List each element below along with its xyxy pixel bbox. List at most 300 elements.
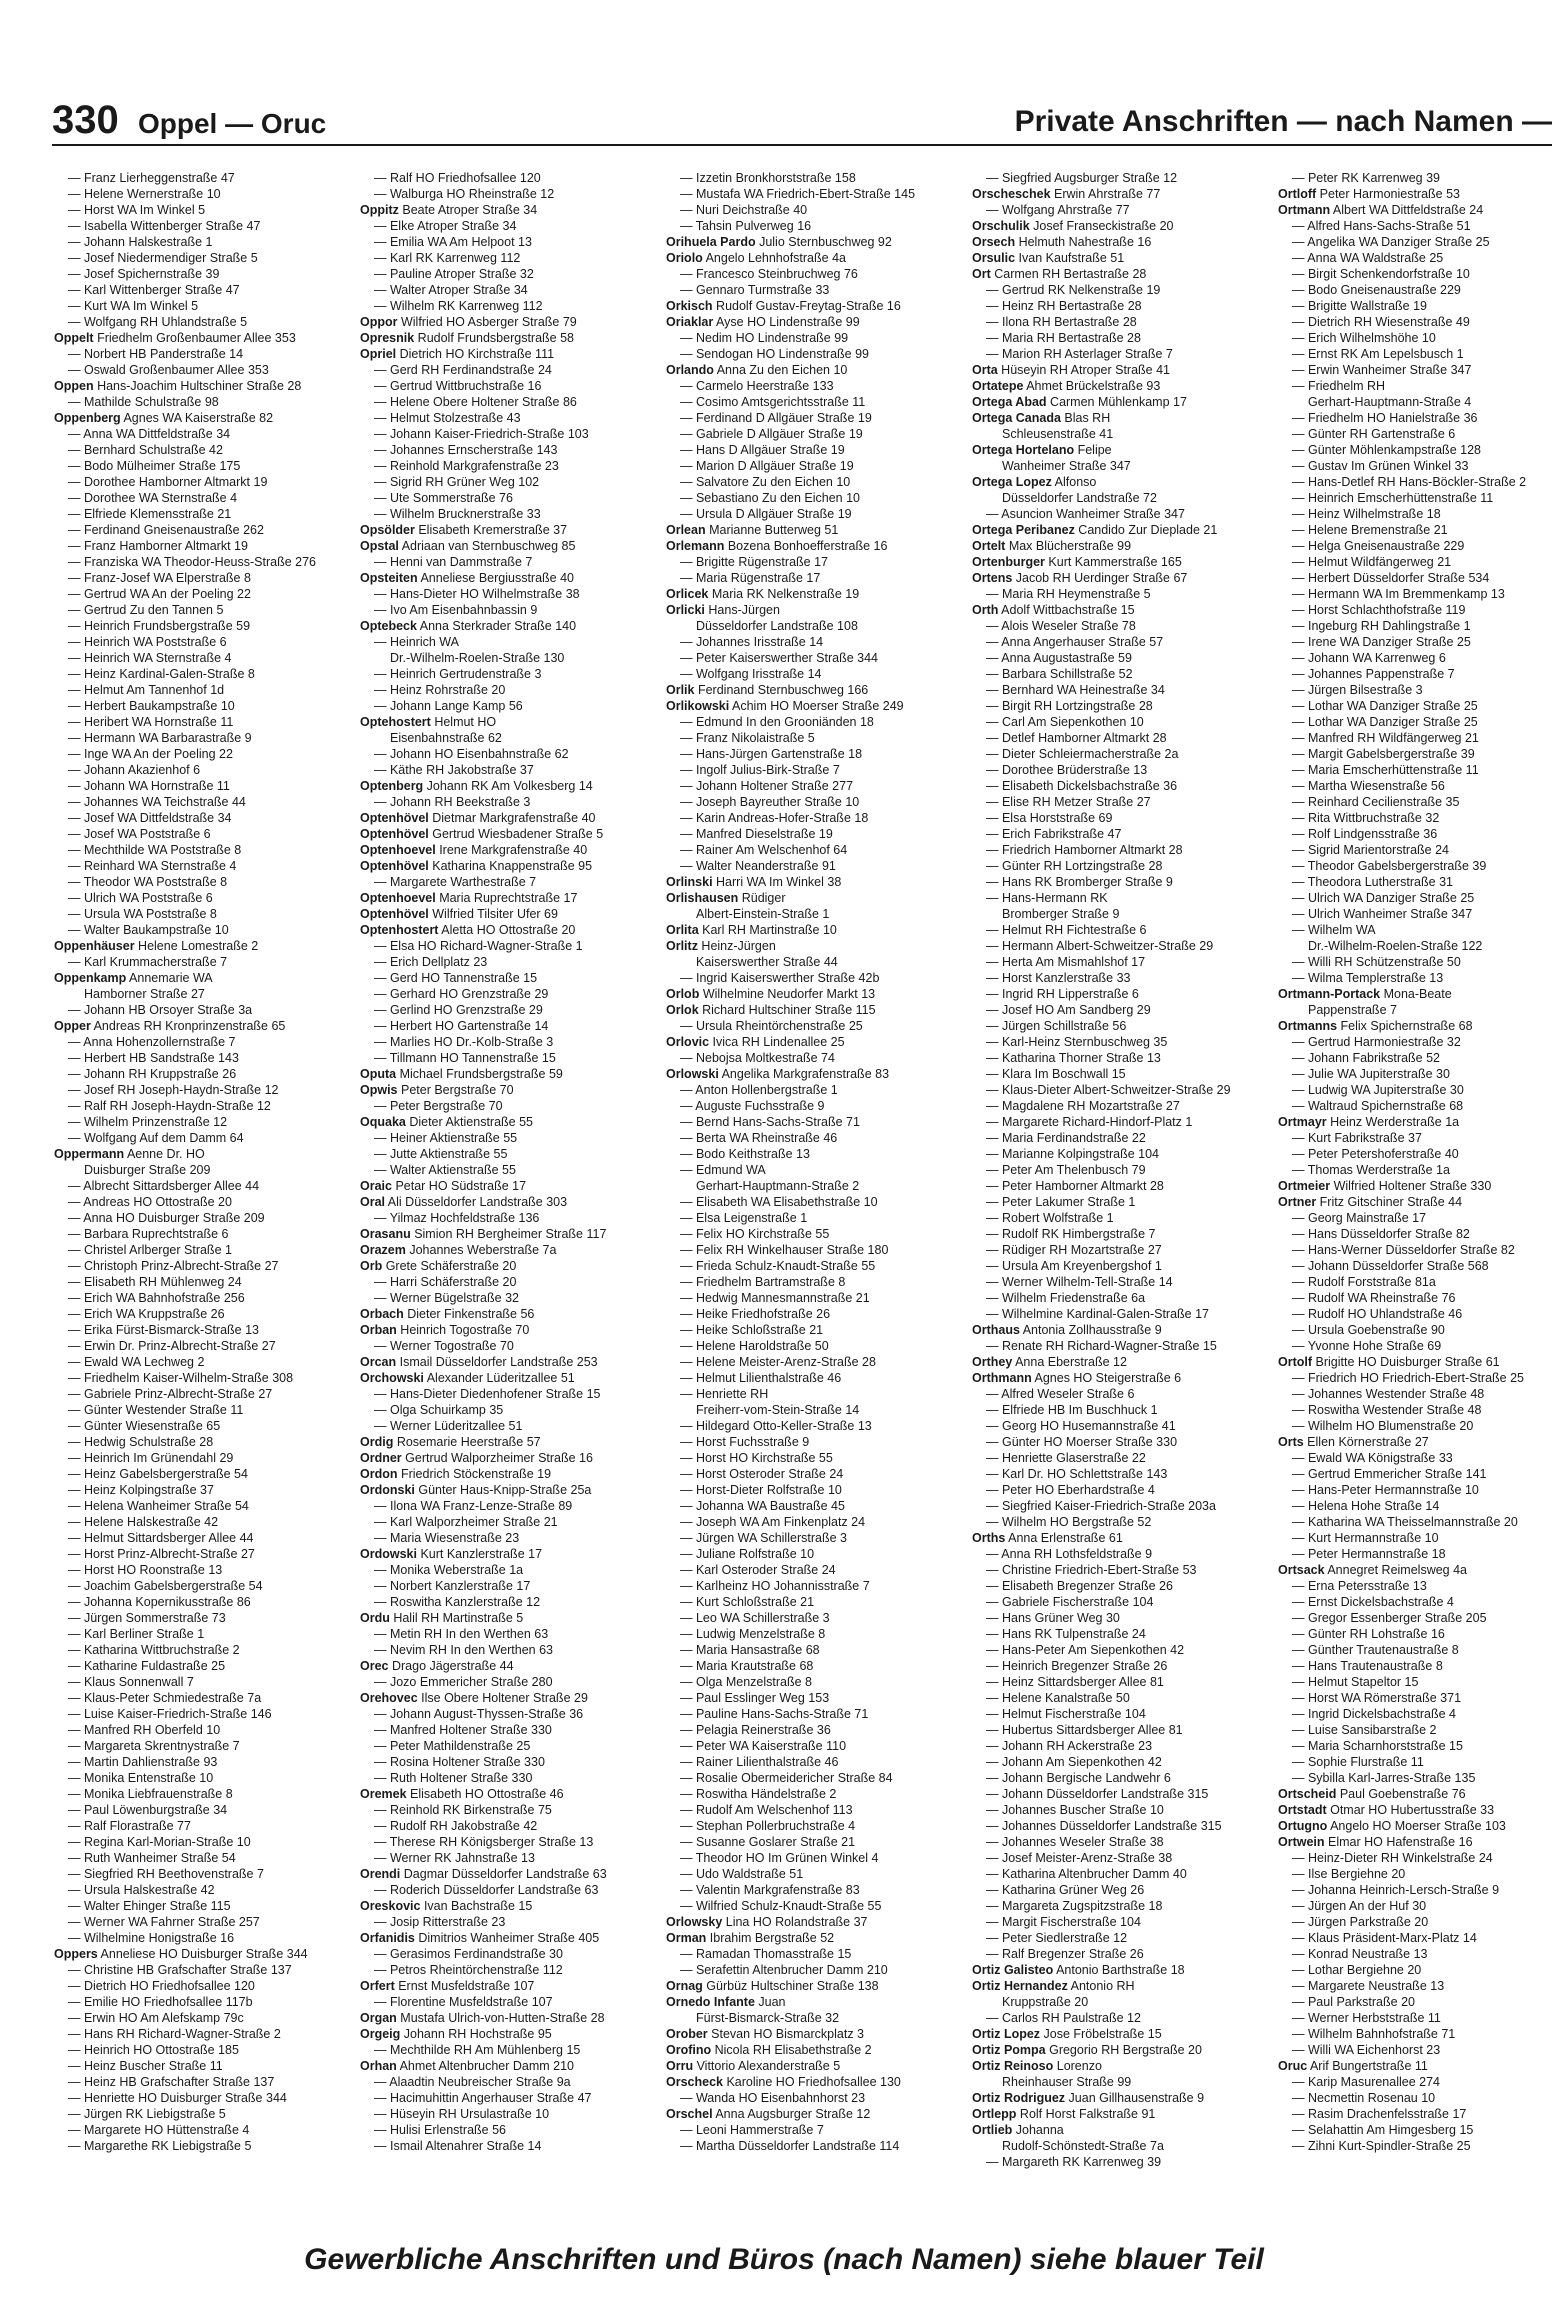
directory-entry: — Felix HO Kirchstraße 55 [680,1227,830,1241]
directory-entry: — Maria RH Heymenstraße 5 [986,587,1151,601]
directory-entry: Düsseldorfer Landstraße 108 [696,619,858,633]
directory-entry: Ortiz Hernandez Antonio RH [972,1979,1135,1993]
directory-entry: Orihuela Pardo Julio Sternbuschweg 92 [666,235,892,249]
directory-entry: — Johann Düsseldorfer Landstraße 315 [986,1787,1209,1801]
directory-entry: — Gennaro Turmstraße 33 [680,283,830,297]
directory-entry: — Edmund In den Grooniänden 18 [680,715,874,729]
directory-entry: — Regina Karl-Morian-Straße 10 [68,1835,251,1849]
directory-entry: — Isabella Wittenberger Straße 47 [68,219,261,233]
directory-entry: — Josef WA Poststraße 6 [68,827,211,841]
directory-entry: — Johannes WA Teichstraße 44 [68,795,246,809]
directory-entry: — Gerasimos Ferdinandstraße 30 [374,1947,563,1961]
directory-entry: — Gerlind HO Grenzstraße 29 [374,1003,543,1017]
directory-entry: — Irene WA Danziger Straße 25 [1292,635,1471,649]
directory-entry: Orlicki Hans-Jürgen [666,603,780,617]
directory-entry: — Werner Togostraße 70 [374,1339,514,1353]
directory-entry: — Johann Lange Kamp 56 [374,699,523,713]
directory-entry: — Hermann WA Barbarastraße 9 [68,731,252,745]
directory-column-3 [666,170,966,2198]
directory-entry: — Helena Wanheimer Straße 54 [68,1499,249,1513]
directory-entry: — Dieter Schleiermacherstraße 2a [986,747,1179,761]
directory-entry: Orec Drago Jägerstraße 44 [360,1659,514,1673]
directory-column-4 [972,170,1272,2198]
directory-entry: — Heinz Wilhelmstraße 18 [1292,507,1441,521]
directory-entry: — Willi WA Eichenhorst 23 [1292,2043,1441,2057]
directory-entry: Optenberg Johann RK Am Volkesberg 14 [360,779,593,793]
directory-entry: — Bernhard WA Heinestraße 34 [986,683,1165,697]
directory-entry: Oputa Michael Frundsbergstraße 59 [360,1067,563,1081]
directory-entry: — Hedwig Schulstraße 28 [68,1435,214,1449]
directory-entry: — Horst-Dieter Rolfstraße 10 [680,1483,842,1497]
directory-entry: — Wolfgang RH Uhlandstraße 5 [68,315,248,329]
directory-entry: — Juliane Rolfstraße 10 [680,1547,815,1561]
directory-entry: — Rudolf RK Himbergstraße 7 [986,1227,1156,1241]
directory-entry: — Katharina WA Theisselmannstraße 20 [1292,1515,1518,1529]
directory-entry: — Barbara Ruprechtstraße 6 [68,1227,229,1241]
directory-entry: Opper Andreas RH Kronprinzenstraße 65 [54,1019,286,1033]
directory-entry: — Margarete HO Hüttenstraße 4 [68,2123,250,2137]
directory-entry: — Tahsin Pulverweg 16 [680,219,812,233]
directory-entry: — Margit Gabelsbergerstraße 39 [1292,747,1475,761]
directory-entry: — Gabriele D Allgäuer Straße 19 [680,427,863,441]
directory-entry: — Nedim HO Lindenstraße 99 [680,331,849,345]
directory-entry: — Roswitha Händelstraße 2 [680,1787,837,1801]
directory-entry: Oral Ali Düsseldorfer Landstraße 303 [360,1195,568,1209]
directory-entry: — Ilse Bergiehne 20 [1292,1867,1406,1881]
directory-entry: — Peter WA Kaiserstraße 110 [680,1739,847,1753]
directory-entry: — Auguste Fuchsstraße 9 [680,1099,825,1113]
directory-entry: — Ralf RH Joseph-Haydn-Straße 12 [68,1099,271,1113]
directory-entry: — Margarete Neustraße 13 [1292,1979,1445,1993]
directory-entry: — Erich WA Bahnhofstraße 256 [68,1291,245,1305]
directory-entry: — Zihni Kurt-Spindler-Straße 25 [1292,2139,1471,2153]
directory-entry: — Elisabeth Dickelsbachstraße 36 [986,779,1178,793]
directory-entry: — Monika Weberstraße 1a [374,1563,524,1577]
directory-entry: — Franz Nikolaistraße 5 [680,731,815,745]
directory-entry: — Peter Petershoferstraße 40 [1292,1147,1459,1161]
directory-entry: — Johann Kaiser-Friedrich-Straße 103 [374,427,589,441]
directory-entry: — Johann WA Hornstraße 11 [68,779,230,793]
directory-entry: Ortega Abad Carmen Mühlenkamp 17 [972,395,1187,409]
directory-entry: — Heinz-Dieter RH Winkelstraße 24 [1292,1851,1493,1865]
directory-entry: Oraic Petar HO Südstraße 17 [360,1179,527,1193]
directory-entry: — Heike Friedhofstraße 26 [680,1307,831,1321]
directory-entry: — Ilona WA Franz-Lenze-Straße 89 [374,1499,573,1513]
directory-entry: — Johannes Westender Straße 48 [1292,1387,1485,1401]
directory-entry: Dr.-Wilhelm-Roelen-Straße 122 [1308,939,1483,953]
directory-entry: Optenhövel Dietmar Markgrafenstraße 40 [360,811,596,825]
directory-entry: Oquaka Dieter Aktienstraße 55 [360,1115,534,1129]
directory-entry: — Katharina Wittbruchstraße 2 [68,1643,240,1657]
directory-entry: — Hans RH Richard-Wagner-Straße 2 [68,2027,281,2041]
directory-entry: — Margareta Zugspitzstraße 18 [986,1899,1163,1913]
directory-entry: — Helene Kanalstraße 50 [986,1691,1130,1705]
directory-entry: — Theodor Gabelsbergerstraße 39 [1292,859,1487,873]
directory-entry: Orlitz Heinz-Jürgen [666,939,776,953]
directory-entry: — Hans-Dieter Diedenhofener Straße 15 [374,1387,601,1401]
directory-entry: — Johanna WA Baustraße 45 [680,1499,845,1513]
directory-entry: Albert-Einstein-Straße 1 [696,907,830,921]
directory-entry: — Joseph Bayreuther Straße 10 [680,795,860,809]
directory-entry: — Manfred RH Oberfeld 10 [68,1723,221,1737]
directory-entry: — Johann Düsseldorfer Straße 568 [1292,1259,1489,1273]
directory-entry: Ortenburger Kurt Kammerstraße 165 [972,555,1182,569]
directory-entry: Oppelt Friedhelm Großenbaumer Allee 353 [54,331,296,345]
directory-entry: — Walter Atroper Straße 34 [374,283,528,297]
directory-entry: — Helene Halskestraße 42 [68,1515,219,1529]
directory-entry: Oppen Hans-Joachim Hultschiner Straße 28 [54,379,302,393]
directory-entry: — Marion D Allgäuer Straße 19 [680,459,854,473]
directory-entry: — Gerd HO Tannenstraße 15 [374,971,538,985]
directory-entry: — Friedhelm Bartramstraße 8 [680,1275,846,1289]
directory-entry: — Karl Berliner Straße 1 [68,1627,205,1641]
directory-entry: Orsech Helmuth Nahestraße 16 [972,235,1152,249]
directory-entry: — Kurt Fabrikstraße 37 [1292,1131,1422,1145]
directory-entry: — Peter Siedlerstraße 12 [986,1931,1128,1945]
header-rule [52,144,1552,146]
directory-entry: — Brigitte Wallstraße 19 [1292,299,1427,313]
directory-entry: — Sebastiano Zu den Eichen 10 [680,491,860,505]
directory-entry: — Serafettin Altenbrucher Damm 210 [680,1963,888,1977]
directory-entry: — Angelika WA Danziger Straße 25 [1292,235,1490,249]
directory-entry: — Horst Osteroder Straße 24 [680,1467,844,1481]
directory-entry: — Leoni Hammerstraße 7 [680,2123,824,2137]
directory-entry: — Ingolf Julius-Birk-Straße 7 [680,763,840,777]
directory-entry: — Frieda Schulz-Knaudt-Straße 55 [680,1259,876,1273]
directory-entry: — Siegfried Kaiser-Friedrich-Straße 203a [986,1499,1216,1513]
directory-entry: — Elisabeth RH Mühlenweg 24 [68,1275,242,1289]
directory-entry: Duisburger Straße 209 [84,1163,211,1177]
directory-entry: — Gertrud Wittbruchstraße 16 [374,379,542,393]
directory-entry: — Franziska WA Theodor-Heuss-Straße 276 [68,555,317,569]
directory-entry: Ordu Halil RH Martinstraße 5 [360,1611,524,1625]
directory-entry: — Selahattin Am Himgesberg 15 [1292,2123,1474,2137]
directory-entry: — Herta Am Mismahlshof 17 [986,955,1146,969]
directory-entry: — Friedrich Hamborner Altmarkt 28 [986,843,1183,857]
directory-entry: — Udo Waldstraße 51 [680,1867,804,1881]
directory-entry: Oppers Anneliese HO Duisburger Straße 344 [54,1947,308,1961]
directory-entry: — Johann Akazienhof 6 [68,763,201,777]
directory-entry: — Reinhard WA Sternstraße 4 [68,859,237,873]
directory-entry: Orlishausen Rüdiger [666,891,786,905]
directory-entry: — Kurt WA Im Winkel 5 [68,299,199,313]
directory-entry: — Hans RK Tulpenstraße 24 [986,1627,1146,1641]
directory-entry: — Wilhelm Bahnhofstraße 71 [1292,2027,1456,2041]
directory-entry: — Rasim Drachenfelsstraße 17 [1292,2107,1467,2121]
directory-entry: — Manfred RH Wildfängerweg 21 [1292,731,1479,745]
directory-entry: — Christel Arlberger Straße 1 [68,1243,232,1257]
directory-entry: — Peter HO Eberhardstraße 4 [986,1483,1155,1497]
directory-entry: — Wilhelmine Kardinal-Galen-Straße 17 [986,1307,1210,1321]
directory-entry: — Reinhard Cecilienstraße 35 [1292,795,1460,809]
directory-entry: Ortega Hortelano Felipe [972,443,1112,457]
directory-entry: Ortiz Rodriguez Juan Gillhausenstraße 9 [972,2091,1205,2105]
directory-entry: — Jürgen Bilsestraße 3 [1292,683,1423,697]
directory-entry: — Waltraud Spichernstraße 68 [1292,1099,1464,1113]
directory-entry: Orlita Karl RH Martinstraße 10 [666,923,837,937]
directory-entry: — Klara Im Boschwall 15 [986,1067,1126,1081]
directory-entry: — Werner RK Jahnstraße 13 [374,1851,535,1865]
directory-entry: — Rudolf Am Welschenhof 113 [680,1803,853,1817]
directory-entry: — Horst WA Römerstraße 371 [1292,1691,1462,1705]
directory-entry: — Julie WA Jupiterstraße 30 [1292,1067,1450,1081]
directory-entry: Optenhoevel Maria Ruprechtstraße 17 [360,891,578,905]
directory-entry: Oriaklar Ayse HO Lindenstraße 99 [666,315,860,329]
directory-entry: — Erich Dellplatz 23 [374,955,488,969]
directory-entry: — Ernst Dickelsbachstraße 4 [1292,1595,1454,1609]
directory-entry: Ortlepp Rolf Horst Falkstraße 91 [972,2107,1156,2121]
directory-entry: — Horst Schlachthofstraße 119 [1292,603,1466,617]
directory-entry: — Ursula Rheintörchenstraße 25 [680,1019,863,1033]
directory-entry: Opstal Adriaan van Sternbuschweg 85 [360,539,576,553]
directory-entry: — Reinhold Markgrafenstraße 23 [374,459,559,473]
directory-entry: — Helmut Wildfängerweg 21 [1292,555,1452,569]
directory-entry: Optehostert Helmut HO [360,715,497,729]
directory-entry: Ortmayr Heinz Werderstraße 1a [1278,1115,1460,1129]
directory-entry: — Anna HO Duisburger Straße 209 [68,1211,265,1225]
directory-entry: — Erich WA Kruppstraße 26 [68,1307,225,1321]
directory-entry: Kaiserswerther Straße 44 [696,955,838,969]
directory-entry: — Wilhelm HO Bergstraße 52 [986,1515,1152,1529]
directory-entry: — Martha Düsseldorfer Landstraße 114 [680,2139,900,2153]
directory-entry: — Erna Petersstraße 13 [1292,1579,1427,1593]
directory-entry: Ortiz Lopez Jose Fröbelstraße 15 [972,2027,1162,2041]
directory-entry: — Bodo Mülheimer Straße 175 [68,459,241,473]
directory-entry: — Josip Ritterstraße 23 [374,1915,506,1929]
directory-entry: — Carmelo Heerstraße 133 [680,379,834,393]
directory-entry: Orman Ibrahim Bergstraße 52 [666,1931,835,1945]
directory-entry: — Johann RH Beekstraße 3 [374,795,531,809]
directory-entry: — Helene Obere Holtener Straße 86 [374,395,577,409]
directory-entry: — Wilhelm WA [1292,923,1376,937]
directory-entry: Oppenhäuser Helene Lomestraße 2 [54,939,259,953]
directory-entry: — Oswald Großenbaumer Allee 353 [68,363,269,377]
directory-entry: — Gertrud RK Nelkenstraße 19 [986,283,1161,297]
directory-entry: — Josef Niedermendiger Straße 5 [68,251,258,265]
directory-entry: — Gertrud Zu den Tannen 5 [68,603,224,617]
directory-entry: Ortens Jacob RH Uerdinger Straße 67 [972,571,1188,585]
directory-entry: Orlemann Bozena Bonhoefferstraße 16 [666,539,888,553]
directory-entry: — Heinrich HO Ottostraße 185 [68,2043,239,2057]
directory-entry: — Peter Mathildenstraße 25 [374,1739,531,1753]
directory-entry: — Anna WA Dittfeldstraße 34 [68,427,231,441]
directory-entry: Gerhart-Hauptmann-Straße 2 [696,1179,860,1193]
directory-entry: — Johann Bergische Landwehr 6 [986,1771,1171,1785]
directory-entry: — Ulrich Wanheimer Straße 347 [1292,907,1473,921]
directory-entry: — Gertrud WA An der Poeling 22 [68,587,251,601]
directory-entry: — Johannes Pappenstraße 7 [1292,667,1455,681]
directory-entry: — Heike Schloßstraße 21 [680,1323,824,1337]
directory-entry: Ortmann Albert WA Dittfeldstraße 24 [1278,203,1484,217]
directory-entry: — Joseph WA Am Finkenplatz 24 [680,1515,866,1529]
directory-entry: Orschulik Josef Franseckistraße 20 [972,219,1174,233]
directory-entry: — Gustav Im Grünen Winkel 33 [1292,459,1469,473]
directory-entry: — Barbara Schillstraße 52 [986,667,1133,681]
directory-entry: — Jürgen WA Schillerstraße 3 [680,1531,847,1545]
directory-entry: Ortelt Max Blücherstraße 99 [972,539,1132,553]
directory-entry: — Luise Kaiser-Friedrich-Straße 146 [68,1707,272,1721]
directory-entry: — Sigrid Marientorstraße 24 [1292,843,1450,857]
directory-entry: — Käthe RH Jakobstraße 37 [374,763,534,777]
directory-entry: Orru Vittorio Alexanderstraße 5 [666,2059,841,2073]
directory-entry: — Dorothee Brüderstraße 13 [986,763,1148,777]
directory-entry: — Elke Atroper Straße 34 [374,219,517,233]
directory-entry: — Ludwig WA Jupiterstraße 30 [1292,1083,1464,1097]
directory-entry: — Heinrich WA Poststraße 6 [68,635,227,649]
directory-entry: Ortlieb Johanna [972,2123,1064,2137]
directory-entry: — Helene Wernerstraße 10 [68,187,221,201]
directory-entry: — Werner Lüderitzallee 51 [374,1419,523,1433]
directory-entry: — Alfred Hans-Sachs-Straße 51 [1292,219,1471,233]
directory-entry: Optenhostert Aletta HO Ottostraße 20 [360,923,576,937]
directory-entry: — Margarethe RK Liebigstraße 5 [68,2139,252,2153]
directory-entry: — Ruth Holtener Straße 330 [374,1771,533,1785]
directory-entry: Orbach Dieter Finkenstraße 56 [360,1307,535,1321]
directory-entry: Oppenkamp Annemarie WA [54,971,213,985]
directory-entry: Orlikowski Achim HO Moerser Straße 249 [666,699,904,713]
directory-entry: — Olga Menzelstraße 8 [680,1675,812,1689]
directory-entry: — Sybilla Karl-Jarres-Straße 135 [1292,1771,1476,1785]
directory-entry: Oppenberg Agnes WA Kaiserstraße 82 [54,411,274,425]
directory-entry: — Helmut Lilienthalstraße 46 [680,1371,842,1385]
directory-entry: — Friedrich HO Friedrich-Ebert-Straße 25 [1292,1371,1525,1385]
directory-entry: — Stephan Pollerbruchstraße 4 [680,1819,856,1833]
directory-column-2 [360,170,660,2198]
directory-entry: — Elfriede HB Im Buschhuck 1 [986,1403,1158,1417]
directory-entry: — Walter Ehinger Straße 115 [68,1899,231,1913]
directory-entry: Orober Stevan HO Bismarckplatz 3 [666,2027,864,2041]
directory-entry: Orcan Ismail Düsseldorfer Landstraße 253 [360,1355,598,1369]
directory-entry: Orlob Wilhelmine Neudorfer Markt 13 [666,987,876,1001]
directory-column-1 [54,170,354,2198]
directory-entry: Orehovec Ilse Obere Holtener Straße 29 [360,1691,588,1705]
directory-entry: — Josef HO Am Sandberg 29 [986,1003,1151,1017]
directory-entry: — Ernst RK Am Lepelsbusch 1 [1292,347,1464,361]
directory-entry: — Elfriede Klemensstraße 21 [68,507,232,521]
directory-entry: — Wolfgang Ahrstraße 77 [986,203,1130,217]
directory-entry: Oriolo Angelo Lehnhofstraße 4a [666,251,846,265]
directory-entry: Orths Anna Erlenstraße 61 [972,1531,1123,1545]
directory-entry: Ortmann-Portack Mona-Beate [1278,987,1452,1001]
directory-entry: — Bodo Keithstraße 13 [680,1147,810,1161]
directory-entry: — Helmut Stapeltor 15 [1292,1675,1419,1689]
directory-entry: — Peter Hamborner Altmarkt 28 [986,1179,1164,1193]
directory-entry: — Friedhelm Kaiser-Wilhelm-Straße 308 [68,1371,294,1385]
directory-entry: Orlok Richard Hultschiner Straße 115 [666,1003,876,1017]
directory-entry: — Rolf Lindgensstraße 36 [1292,827,1438,841]
directory-entry: — Wilhelm Brucknerstraße 33 [374,507,541,521]
directory-entry: — Konrad Neustraße 13 [1292,1947,1428,1961]
directory-entry: Orofino Nicola RH Elisabethstraße 2 [666,2043,872,2057]
directory-entry: Orlovic Ivica RH Lindenallee 25 [666,1035,845,1049]
directory-entry: — Mechthilde WA Poststraße 8 [68,843,242,857]
directory-entry: — Klaus-Peter Schmiedestraße 7a [68,1691,262,1705]
directory-entry: — Erika Fürst-Bismarck-Straße 13 [68,1323,260,1337]
directory-column-5 [1278,170,1562,2198]
directory-entry: — Maria RH Bertastraße 28 [986,331,1141,345]
directory-entry: — Sophie Flurstraße 11 [1292,1755,1424,1769]
directory-entry: — Rüdiger RH Mozartstraße 27 [986,1243,1162,1257]
directory-entry: — Hulisi Erlenstraße 56 [374,2123,506,2137]
directory-entry: — Karl Walporzheimer Straße 21 [374,1515,558,1529]
directory-entry: Orchowski Alexander Lüderitzallee 51 [360,1371,575,1385]
directory-entry: — Carl Am Siepenkothen 10 [986,715,1144,729]
directory-entry: — Johann RH Kruppstraße 26 [68,1067,237,1081]
directory-entry: Hamborner Straße 27 [84,987,205,1001]
directory-entry: Ortega Peribanez Candido Zur Dieplade 21 [972,523,1218,537]
directory-entry: — Izzetin Bronkhorststraße 158 [680,171,856,185]
directory-entry: — Helga Gneisenaustraße 229 [1292,539,1465,553]
directory-entry: Orasanu Simion RH Bergheimer Straße 117 [360,1227,607,1241]
directory-entry: Freiherr-vom-Stein-Straße 14 [696,1403,860,1417]
directory-entry: — Günter RH Lortzingstraße 28 [986,859,1163,873]
directory-entry: — Johann Holtener Straße 277 [680,779,854,793]
directory-entry: Ortugno Angelo HO Moerser Straße 103 [1278,1819,1506,1833]
directory-entry: — Christoph Prinz-Albrecht-Straße 27 [68,1259,279,1273]
directory-entry: — Emilie HO Friedhofsallee 117b [68,1995,253,2009]
directory-entry: — Margareth RK Karrenweg 39 [986,2155,1162,2169]
directory-entry: Ortiz Galisteo Antonio Barthstraße 18 [972,1963,1185,1977]
directory-entry: — Maria Wiesenstraße 23 [374,1531,520,1545]
directory-entry: — Ludwig Menzelstraße 8 [680,1627,826,1641]
directory-entry: — Erwin Wanheimer Straße 347 [1292,363,1472,377]
directory-entry: — Manfred Holtener Straße 330 [374,1723,552,1737]
directory-entry: — Hans Trautenaustraße 8 [1292,1659,1443,1673]
directory-entry: — Asuncion Wanheimer Straße 347 [986,507,1185,521]
directory-entry: — Ismail Altenahrer Straße 14 [374,2139,542,2153]
directory-entry: — Günther Trautenaustraße 8 [1292,1643,1459,1657]
directory-entry: Oreskovic Ivan Bachstraße 15 [360,1899,533,1913]
directory-entry: — Günter Westender Straße 11 [68,1403,244,1417]
directory-entry: Optebeck Anna Sterkrader Straße 140 [360,619,577,633]
directory-entry: — Inge WA An der Poeling 22 [68,747,233,761]
directory-entry: Orazem Johannes Weberstraße 7a [360,1243,557,1257]
directory-entry: — Rosalie Obermeidericher Straße 84 [680,1771,893,1785]
directory-entry: — Ingrid Dickelsbachstraße 4 [1292,1707,1456,1721]
directory-entry: Opriel Dietrich HO Kirchstraße 111 [360,347,555,361]
directory-entry: Opresnik Rudolf Frundsbergstraße 58 [360,331,574,345]
directory-entry: — Kurt Hermannstraße 10 [1292,1531,1439,1545]
directory-entry: — Gertrud Emmericher Straße 141 [1292,1467,1487,1481]
directory-entry: — Hans-Jürgen Gartenstraße 18 [680,747,863,761]
directory-entry: — Margarete Richard-Hindorf-Platz 1 [986,1115,1193,1129]
directory-entry: — Therese RH Königsberger Straße 13 [374,1835,594,1849]
directory-entry: — Pelagia Reinerstraße 36 [680,1723,831,1737]
directory-entry: — Paul Esslinger Weg 153 [680,1691,830,1705]
directory-entry: Orgeig Johann RH Hochstraße 95 [360,2027,552,2041]
directory-entry: — Robert Wolfstraße 1 [986,1211,1114,1225]
directory-entry: — Hermann WA Im Bremmenkamp 13 [1292,587,1505,601]
directory-entry: — Heribert WA Hornstraße 11 [68,715,234,729]
directory-entry: — Mathilde Schulstraße 98 [68,395,219,409]
directory-entry: Ortstadt Otmar HO Hubertusstraße 33 [1278,1803,1495,1817]
directory-entry: — Johanna Heinrich-Lersch-Straße 9 [1292,1883,1500,1897]
directory-entry: Pappenstraße 7 [1308,1003,1397,1017]
directory-entry: — Berta WA Rheinstraße 46 [680,1131,838,1145]
directory-entry: — Karip Masurenallee 274 [1292,2075,1440,2089]
directory-entry: — Walter Neanderstraße 91 [680,859,836,873]
directory-entry: — Wolfgang Auf dem Damm 64 [68,1131,244,1145]
directory-entry: — Roderich Düsseldorfer Landstraße 63 [374,1883,599,1897]
directory-entry: Rudolf-Schönstedt-Straße 7a [1002,2139,1164,2153]
directory-entry: — Theodora Lutherstraße 31 [1292,875,1453,889]
directory-entry: — Ramadan Thomasstraße 15 [680,1947,852,1961]
directory-entry: — Marlies HO Dr.-Kolb-Straße 3 [374,1035,554,1049]
page-header [52,96,1552,144]
directory-entry: — Johann August-Thyssen-Straße 36 [374,1707,584,1721]
directory-entry: — Johanna Kopernikusstraße 86 [68,1595,251,1609]
directory-entry: — Margit Fischerstraße 104 [986,1915,1141,1929]
